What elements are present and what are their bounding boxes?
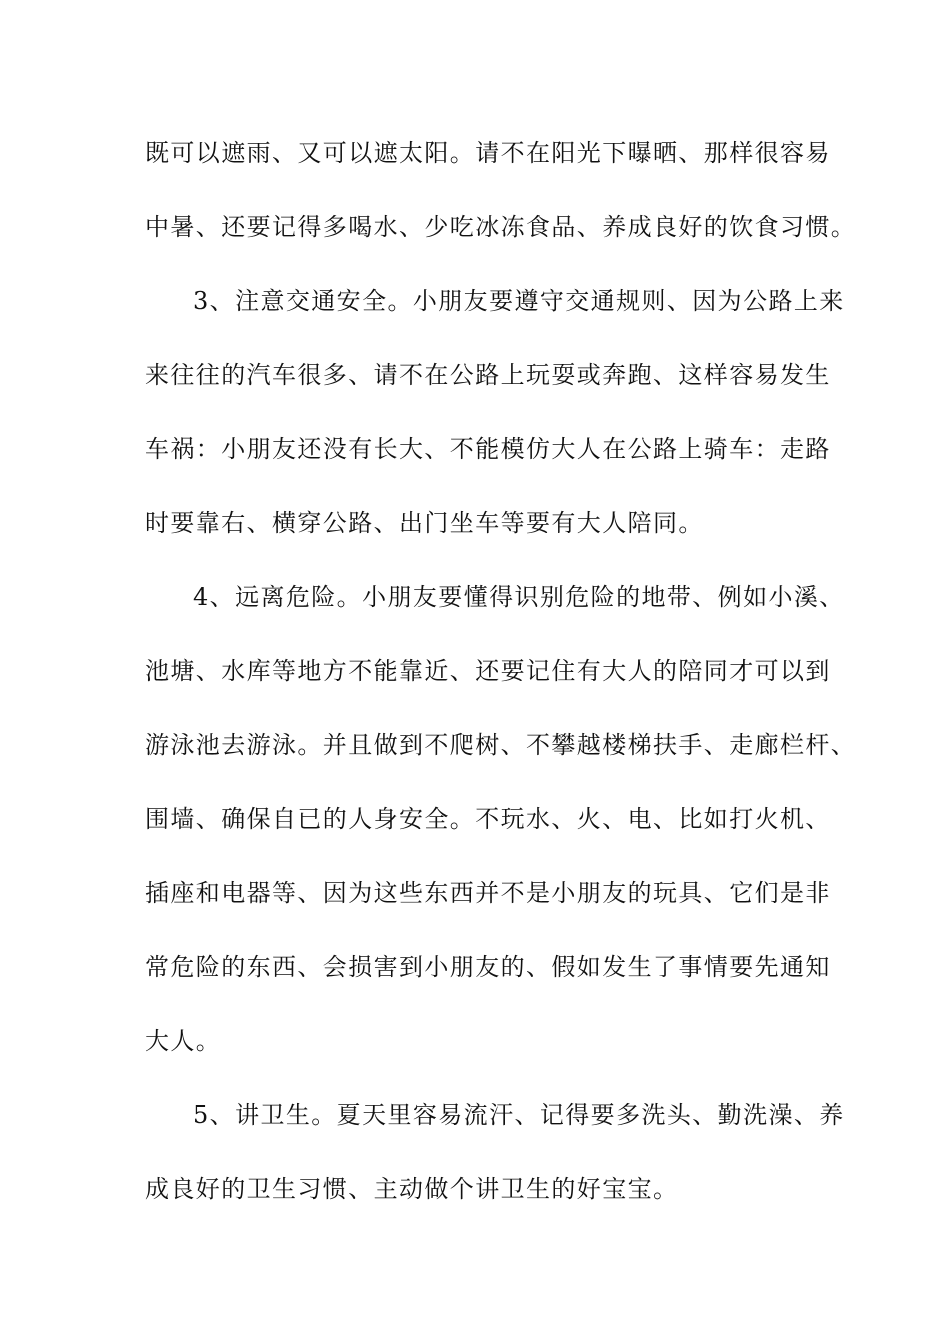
text-line: 时要靠右、横穿公路、出门坐车等要有大人陪同。 <box>145 509 704 537</box>
text-line: 游泳池去游泳。并且做到不爬树、不攀越楼梯扶手、走廊栏杆、 <box>145 731 857 759</box>
text-line: 常危险的东西、会损害到小朋友的、假如发生了事情要先通知 <box>145 953 831 981</box>
text-line: 池塘、水库等地方不能靠近、还要记住有大人的陪同才可以到 <box>145 657 831 685</box>
text-line: 车祸：小朋友还没有长大、不能模仿大人在公路上骑车：走路 <box>145 435 831 463</box>
text-line: 4、远离危险。小朋友要懂得识别危险的地带、例如小溪、 <box>193 583 845 611</box>
text-line: 大人。 <box>145 1027 222 1055</box>
text-line: 来往往的汽车很多、请不在公路上玩耍或奔跑、这样容易发生 <box>145 361 831 389</box>
text-line: 3、注意交通安全。小朋友要遵守交通规则、因为公路上来 <box>193 287 845 315</box>
text-line: 既可以遮雨、又可以遮太阳。请不在阳光下曝晒、那样很容易 <box>145 139 831 167</box>
text-line: 围墙、确保自已的人身安全。不玩水、火、电、比如打火机、 <box>145 805 831 833</box>
text-line: 插座和电器等、因为这些东西并不是小朋友的玩具、它们是非 <box>145 879 831 907</box>
text-line: 中暑、还要记得多喝水、少吃冰冻食品、养成良好的饮食习惯。 <box>145 213 857 241</box>
text-line: 5、讲卫生。夏天里容易流汗、记得要多洗头、勤洗澡、养 <box>193 1101 845 1129</box>
text-line: 成良好的卫生习惯、主动做个讲卫生的好宝宝。 <box>145 1175 679 1203</box>
